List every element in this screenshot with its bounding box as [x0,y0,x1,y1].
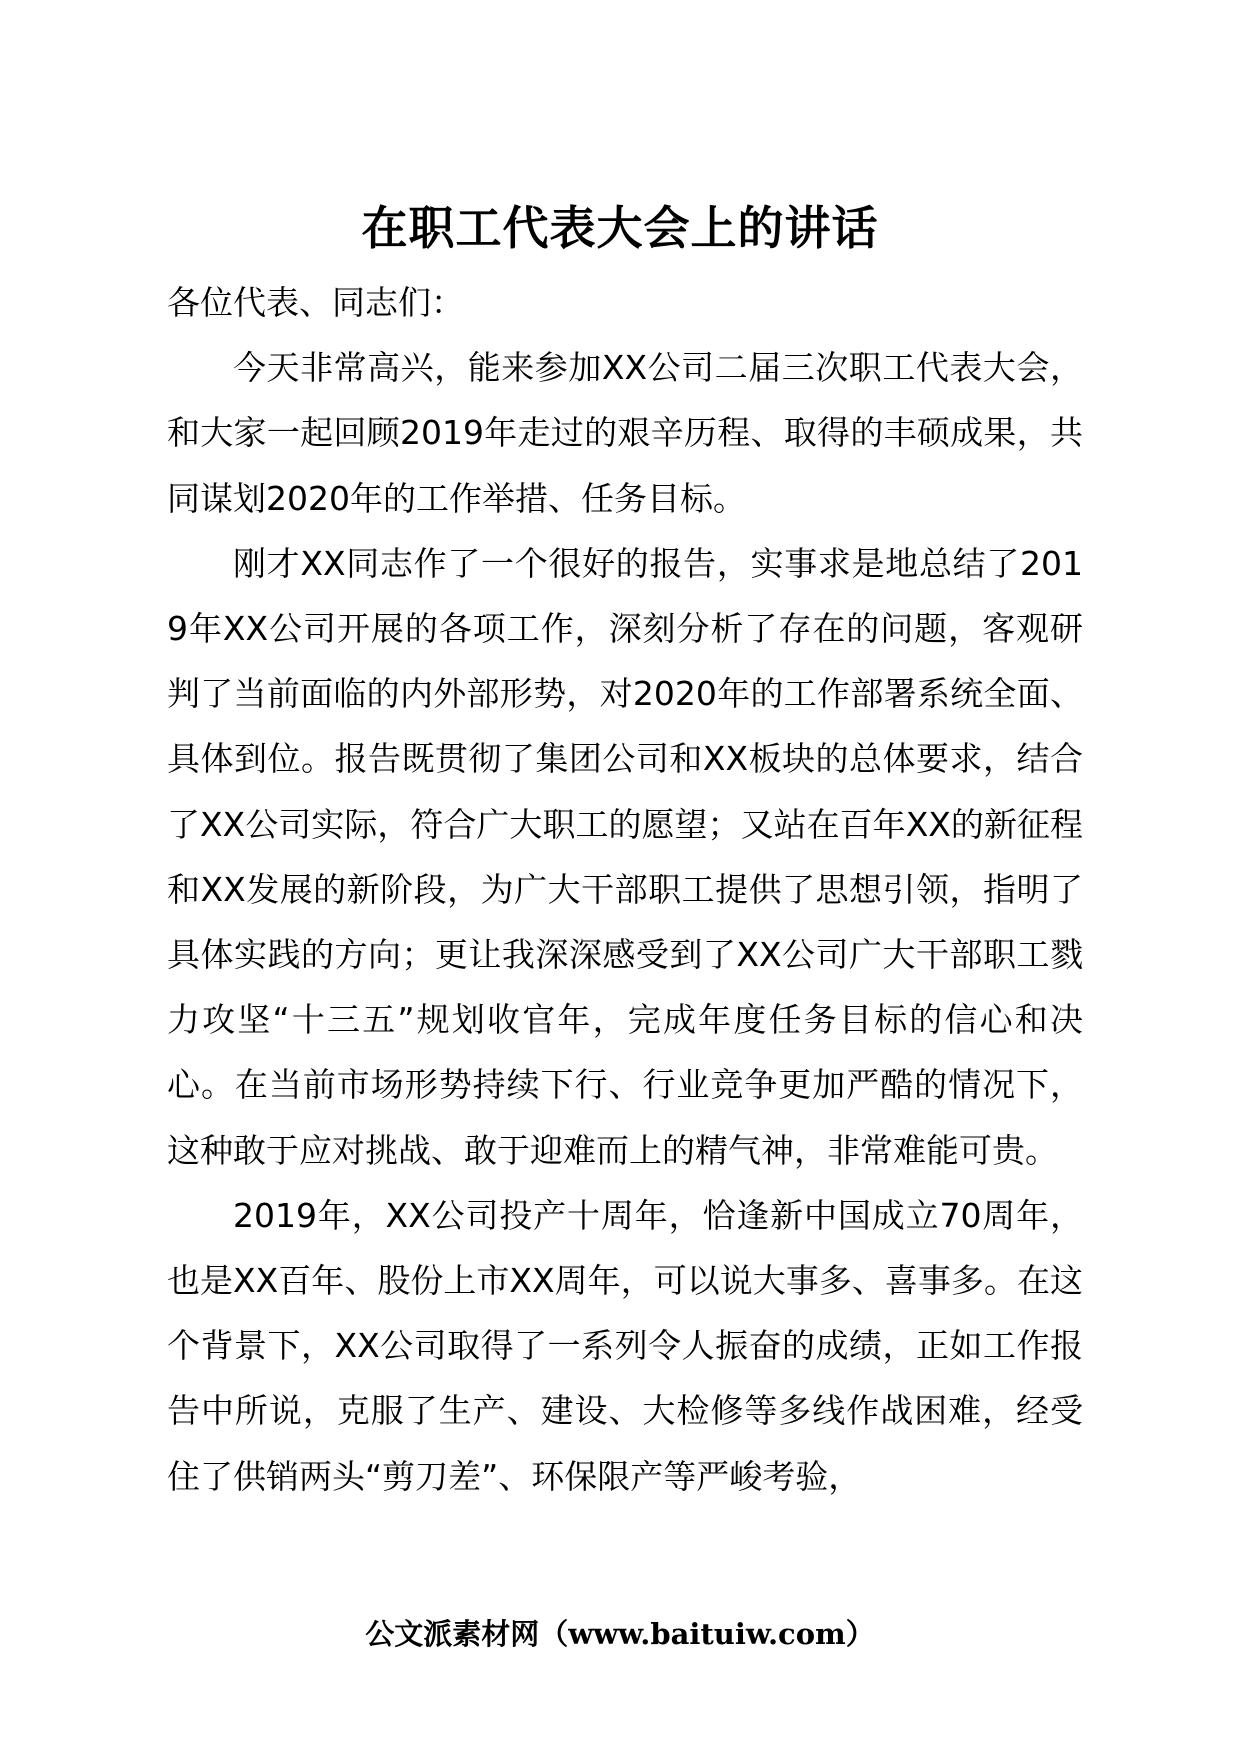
salutation: 各位代表、同志们： [167,283,464,322]
paragraph-1: 今天非常高兴，能来参加XX公司二届三次职工代表大会，和大家一起回顾2019年走过的艰辛历程、取得的丰硕成果，共同谋划2020年的工作举措、任务目标。 [167,348,1083,518]
footer-source: 公文派素材网（www.baituiw.com） [365,1617,875,1651]
paragraph-2: 刚才XX同志作了一个很好的报告，实事求是地总结了2019年XX公司开展的各项工作，深刻分析了存在的问题，客观研判了当前面临的内外部形势，对2020年的工作部署系统全面、具体到位。报告既贯彻了集团公司和XX板块的总体要求，结合了XX公司实际，符合广大职工的愿望；又站在百年XX的新征程和XX发展的新阶段，为广大干部职工提供了思想引领，指明了具体实践的方向；更让我深深感受到了XX公司广大干部职工戮力攻坚“十三五”规划收官年，完成年度任务目标的信心和决心。在当前市场形势持续下行、行业竞争更加严酷的情况下，这种敢于应对挑战、敢于迎难而上的精气神，非常难能可贵。 [167,543,1083,1170]
page-title: 在职工代表大会上的讲话 [361,201,879,255]
document-body [167,270,1083,1509]
paragraph-3: 2019年，XX公司投产十周年，恰逢新中国成立70周年，也是XX百年、股份上市XX周年，可以说大事多、喜事多。在这个背景下，XX公司取得了一系列令人振奋的成绩，正如工作报告中所说，克服了生产、建设、大检修等多线作战困难，经受住了供销两头“剪刀差”、环保限产等严峻考验， [167,1195,1083,1496]
